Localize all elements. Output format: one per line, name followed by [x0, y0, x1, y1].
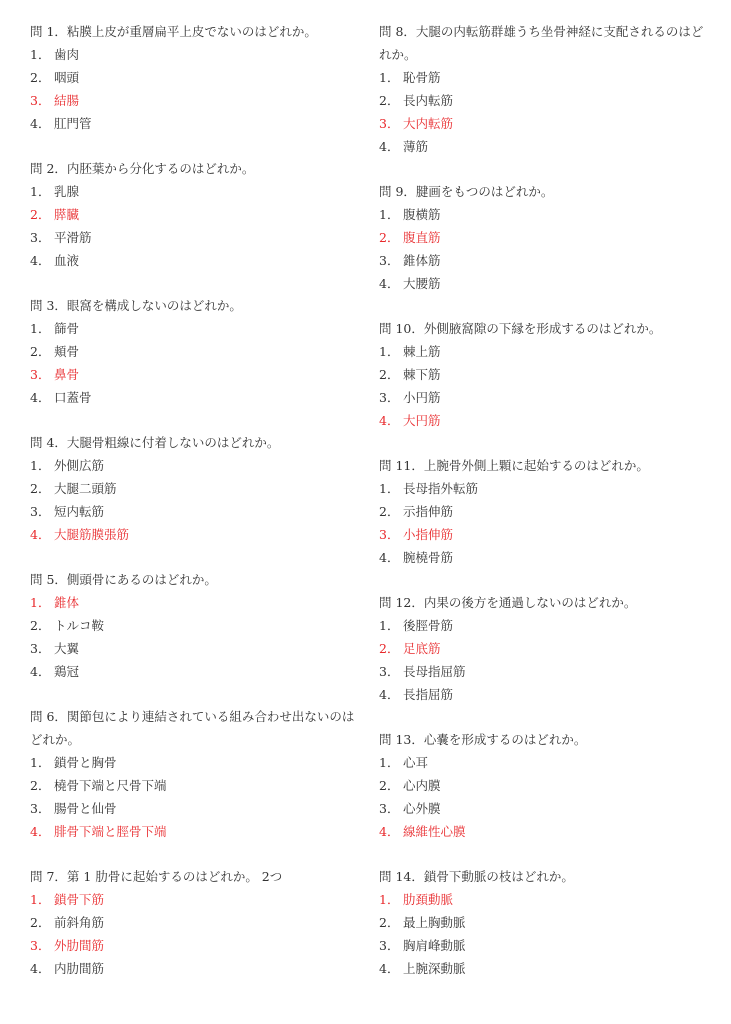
question-title: 問 6．関節包により連結されている組み合わせ出ないのはどれか。 — [30, 709, 355, 747]
question-title: 問 5．側頭骨にあるのはどれか。 — [30, 572, 217, 587]
option-number: 1． — [30, 595, 51, 610]
option-number: 1． — [379, 755, 400, 770]
option-number: 4． — [30, 116, 51, 131]
option-number: 1． — [379, 481, 400, 496]
option-number: 2． — [30, 778, 51, 793]
answer-option — [30, 249, 360, 272]
option-text: 咽頭 — [54, 70, 80, 85]
answer-option — [30, 660, 360, 683]
answer-option — [30, 957, 360, 980]
option-text: 短内転筋 — [54, 504, 105, 519]
option-number: 4． — [379, 139, 400, 154]
option-number: 1． — [30, 892, 51, 907]
option-number: 1． — [379, 70, 400, 85]
option-number: 3． — [379, 116, 400, 131]
option-text: 大腿筋膜張筋 — [54, 527, 130, 542]
option-number: 2． — [30, 70, 51, 85]
answer-option-correct — [30, 203, 360, 226]
answer-option — [379, 751, 709, 774]
option-number: 2． — [379, 915, 400, 930]
option-number: 1． — [30, 755, 51, 770]
question-title: 問 7．第 1 肋骨に起始するのはどれか。 2つ — [30, 869, 283, 884]
question-block — [379, 20, 709, 158]
answer-option-correct — [379, 409, 709, 432]
option-text: 腹直筋 — [403, 230, 441, 245]
option-text: 腸骨と仙骨 — [54, 801, 117, 816]
option-text: 恥骨筋 — [403, 70, 441, 85]
option-number: 4． — [379, 276, 400, 291]
option-text: 内肋間筋 — [54, 961, 105, 976]
option-number: 2． — [379, 230, 400, 245]
answer-option — [379, 203, 709, 226]
option-number: 2． — [30, 915, 51, 930]
option-text: 小指伸筋 — [403, 527, 454, 542]
answer-option — [379, 500, 709, 523]
answer-option — [30, 774, 360, 797]
question-title: 問 3．眼窩を構成しないのはどれか。 — [30, 298, 242, 313]
answer-option — [30, 614, 360, 637]
answer-option — [379, 683, 709, 706]
answer-option — [30, 43, 360, 66]
option-text: 大円筋 — [403, 413, 441, 428]
option-text: 棘上筋 — [403, 344, 441, 359]
option-number: 3． — [379, 664, 400, 679]
answer-option — [379, 660, 709, 683]
option-text: 膵臓 — [54, 207, 80, 222]
option-text: 肋頚動脈 — [403, 892, 454, 907]
option-text: 篩骨 — [54, 321, 80, 336]
option-text: 足底筋 — [403, 641, 441, 656]
question-block — [30, 431, 360, 546]
question-block — [379, 454, 709, 569]
answer-option — [30, 66, 360, 89]
option-text: 腹横筋 — [403, 207, 441, 222]
answer-option-correct — [379, 637, 709, 660]
option-text: 長母指屈筋 — [403, 664, 466, 679]
option-text: 乳腺 — [54, 184, 80, 199]
answer-option — [30, 226, 360, 249]
option-text: 薄筋 — [403, 139, 429, 154]
option-text: 大腰筋 — [403, 276, 441, 291]
option-text: 平滑筋 — [54, 230, 92, 245]
question-block — [379, 728, 709, 843]
answer-option-correct — [379, 820, 709, 843]
question-title: 問 9．腱画をもつのはどれか。 — [379, 184, 554, 199]
answer-option — [30, 500, 360, 523]
answer-option — [379, 797, 709, 820]
option-text: 長指屈筋 — [403, 687, 454, 702]
option-text: 橈骨下端と尺骨下端 — [54, 778, 167, 793]
answer-option-correct — [30, 820, 360, 843]
answer-option — [379, 957, 709, 980]
option-text: 棘下筋 — [403, 367, 441, 382]
answer-option-correct — [30, 363, 360, 386]
answer-option — [30, 317, 360, 340]
left-column — [30, 20, 360, 1002]
option-text: 歯肉 — [54, 47, 80, 62]
answer-option — [30, 386, 360, 409]
option-text: 線維性心膜 — [403, 824, 466, 839]
option-number: 2． — [30, 481, 51, 496]
question-block — [379, 591, 709, 706]
option-number: 3． — [379, 527, 400, 542]
question-title: 問 1．粘膜上皮が重層扁平上皮でないのはどれか。 — [30, 24, 317, 39]
option-text: トルコ鞍 — [54, 618, 105, 633]
answer-option-correct — [30, 888, 360, 911]
answer-option — [379, 249, 709, 272]
option-number: 4． — [30, 253, 51, 268]
option-number: 4． — [379, 413, 400, 428]
option-text: 最上胸動脈 — [403, 915, 466, 930]
answer-option — [379, 911, 709, 934]
option-text: 肛門管 — [54, 116, 92, 131]
option-text: 心外膜 — [403, 801, 441, 816]
option-number: 2． — [379, 367, 400, 382]
option-number: 4． — [30, 961, 51, 976]
option-text: 錐体筋 — [403, 253, 441, 268]
question-block — [379, 180, 709, 295]
option-number: 1． — [379, 207, 400, 222]
answer-option — [30, 180, 360, 203]
question-block — [30, 294, 360, 409]
option-text: 心耳 — [403, 755, 429, 770]
option-number: 1． — [30, 458, 51, 473]
answer-option — [379, 477, 709, 500]
answer-option — [379, 272, 709, 295]
option-text: 口蓋骨 — [54, 390, 92, 405]
option-number: 2． — [30, 344, 51, 359]
option-number: 2． — [379, 93, 400, 108]
question-title: 問 11．上腕骨外側上顆に起始するのはどれか。 — [379, 458, 649, 473]
answer-option — [30, 454, 360, 477]
option-number: 2． — [379, 504, 400, 519]
option-number: 4． — [379, 824, 400, 839]
answer-option — [30, 340, 360, 363]
option-text: 腕橈骨筋 — [403, 550, 454, 565]
answer-option — [379, 135, 709, 158]
option-number: 3． — [30, 801, 51, 816]
option-text: 示指伸筋 — [403, 504, 454, 519]
answer-option-correct — [379, 523, 709, 546]
question-title: 問 4．大腿骨粗線に付着しないのはどれか。 — [30, 435, 280, 450]
option-text: 鶏冠 — [54, 664, 80, 679]
option-number: 3． — [30, 93, 51, 108]
option-text: 腓骨下端と脛骨下端 — [54, 824, 167, 839]
option-number: 3． — [30, 367, 51, 382]
option-text: 鎖骨下筋 — [54, 892, 105, 907]
option-text: 結腸 — [54, 93, 80, 108]
answer-option — [379, 340, 709, 363]
answer-option — [30, 112, 360, 135]
option-number: 2． — [30, 618, 51, 633]
answer-option-correct — [30, 934, 360, 957]
option-text: 大内転筋 — [403, 116, 454, 131]
option-number: 3． — [379, 938, 400, 953]
option-number: 3． — [379, 801, 400, 816]
option-text: 長内転筋 — [403, 93, 454, 108]
option-number: 2． — [379, 778, 400, 793]
answer-option — [30, 637, 360, 660]
option-text: 頬骨 — [54, 344, 80, 359]
option-number: 3． — [379, 390, 400, 405]
option-number: 4． — [30, 390, 51, 405]
answer-option — [379, 546, 709, 569]
option-number: 1． — [379, 618, 400, 633]
answer-option-correct — [379, 226, 709, 249]
question-block — [30, 568, 360, 683]
question-title: 問 2．内胚葉から分化するのはどれか。 — [30, 161, 255, 176]
answer-option — [379, 614, 709, 637]
option-number: 1． — [379, 344, 400, 359]
answer-option — [379, 89, 709, 112]
option-number: 1． — [30, 321, 51, 336]
option-number: 4． — [379, 961, 400, 976]
answer-option — [30, 751, 360, 774]
question-block — [379, 865, 709, 980]
option-text: 鼻骨 — [54, 367, 80, 382]
option-number: 4． — [379, 550, 400, 565]
option-number: 1． — [30, 184, 51, 199]
answer-option-correct — [30, 591, 360, 614]
option-text: 胸肩峰動脈 — [403, 938, 466, 953]
question-title: 問 14．鎖骨下動脈の枝はどれか。 — [379, 869, 574, 884]
answer-option — [379, 66, 709, 89]
option-number: 3． — [30, 938, 51, 953]
option-number: 4． — [30, 527, 51, 542]
answer-option — [30, 477, 360, 500]
option-number: 3． — [30, 230, 51, 245]
option-text: 大翼 — [54, 641, 80, 656]
answer-option — [379, 363, 709, 386]
option-text: 長母指外転筋 — [403, 481, 479, 496]
option-text: 上腕深動脈 — [403, 961, 466, 976]
question-block — [30, 157, 360, 272]
option-text: 鎖骨と胸骨 — [54, 755, 117, 770]
option-number: 4． — [30, 824, 51, 839]
option-text: 後脛骨筋 — [403, 618, 454, 633]
question-block — [379, 317, 709, 432]
option-number: 1． — [379, 892, 400, 907]
question-block — [30, 865, 360, 980]
question-title: 問 12．内果の後方を通過しないのはどれか。 — [379, 595, 637, 610]
option-number: 1． — [30, 47, 51, 62]
right-column — [379, 20, 709, 1002]
answer-option — [30, 911, 360, 934]
option-text: 前斜角筋 — [54, 915, 105, 930]
answer-option — [379, 386, 709, 409]
option-number: 3． — [30, 641, 51, 656]
question-title: 問 13．心嚢を形成するのはどれか。 — [379, 732, 587, 747]
option-text: 外側広筋 — [54, 458, 105, 473]
option-text: 大腿二頭筋 — [54, 481, 117, 496]
question-title: 問 10．外側腋窩隙の下縁を形成するのはどれか。 — [379, 321, 662, 336]
option-text: 小円筋 — [403, 390, 441, 405]
answer-option-correct — [30, 89, 360, 112]
option-text: 錐体 — [54, 595, 80, 610]
option-text: 血液 — [54, 253, 80, 268]
option-text: 外肋間筋 — [54, 938, 105, 953]
answer-option-correct — [379, 888, 709, 911]
option-number: 2． — [30, 207, 51, 222]
option-number: 2． — [379, 641, 400, 656]
question-title: 問 8．大腿の内転筋群雄うち坐骨神経に支配されるのはどれか。 — [379, 24, 704, 62]
answer-option-correct — [379, 112, 709, 135]
option-number: 4． — [379, 687, 400, 702]
answer-option — [379, 934, 709, 957]
question-block — [30, 20, 360, 135]
question-block — [30, 705, 360, 843]
option-number: 3． — [379, 253, 400, 268]
option-number: 3． — [30, 504, 51, 519]
answer-option-correct — [30, 523, 360, 546]
answer-option — [30, 797, 360, 820]
option-text: 心内膜 — [403, 778, 441, 793]
answer-option — [379, 774, 709, 797]
option-number: 4． — [30, 664, 51, 679]
